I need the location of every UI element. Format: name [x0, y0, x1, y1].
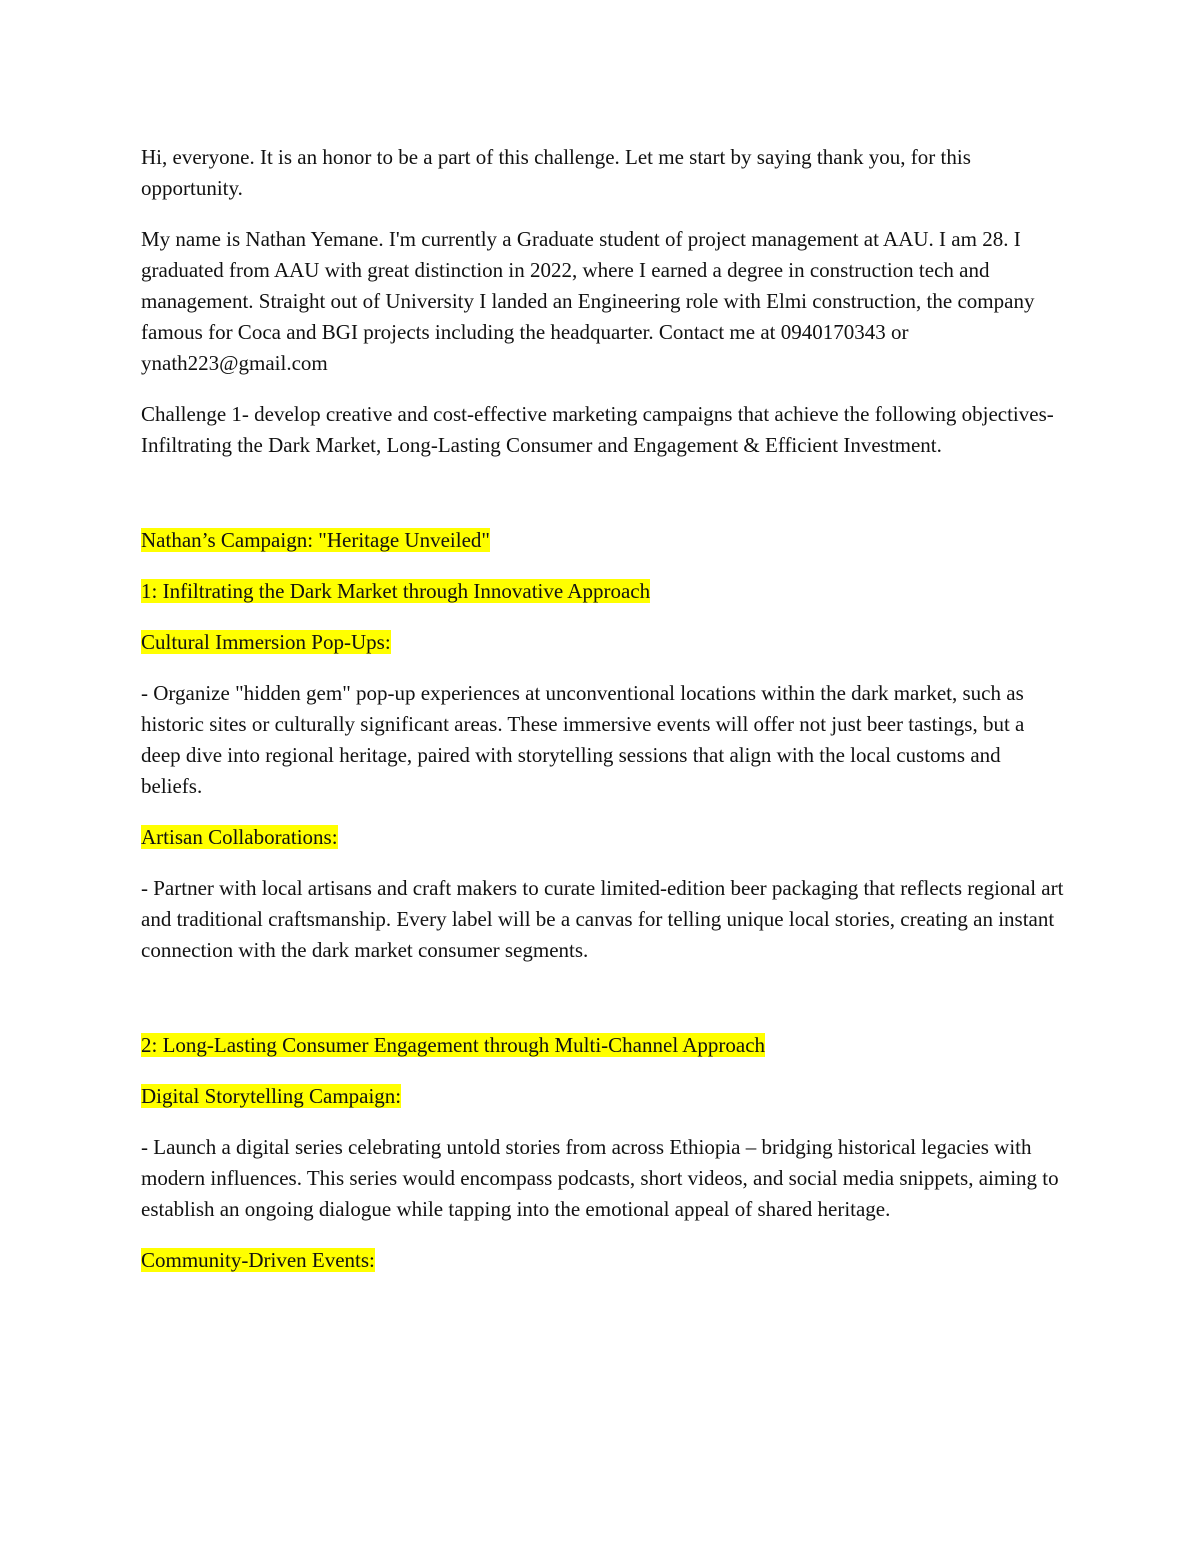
section2-sub1-heading-text: Digital Storytelling Campaign: [141, 1084, 402, 1108]
campaign-title-text: Nathan’s Campaign: "Heritage Unveiled" [141, 528, 490, 552]
section1-sub2-body: - Partner with local artisans and craft makers to curate limited-edition beer packaging that reflects regional art and traditional craftsmanship. Every label will be a canvas for telling unique local stories, creating an instant connection with the dark market consumer segments. [141, 876, 1064, 962]
section1-sub1-heading [141, 627, 1066, 658]
intro-paragraph: Hi, everyone. It is an honor to be a part of this challenge. Let me start by saying thank you, for this opportunity. [141, 145, 971, 200]
section1-heading [141, 576, 1066, 607]
challenge-paragraph: Challenge 1- develop creative and cost-effective marketing campaigns that achieve the following objectives-Infiltrating the Dark Market, Long-Lasting Consumer and Engagement & Efficient Investment. [141, 402, 1054, 457]
spacer [141, 986, 1066, 1030]
section2-sub1-heading [141, 1081, 1066, 1112]
section1-sub2-heading [141, 822, 1066, 853]
spacer [141, 481, 1066, 525]
section1-sub1-heading-text: Cultural Immersion Pop-Ups: [141, 630, 391, 654]
section2-heading-text: 2: Long-Lasting Consumer Engagement through Multi-Channel Approach [141, 1033, 766, 1057]
bio-paragraph: My name is Nathan Yemane. I'm currently a Graduate student of project management at AAU. I am 28. I graduated from AAU with great distinction in 2022, where I earned a degree in construction tech and management. Straight out of University I landed an Engineering role with Elmi construction, the company famous for Coca and BGI projects including the headquarter. Contact me at 0940170343 or ynath223@gmail.com [141, 227, 1035, 375]
section2-sub1-body: - Launch a digital series celebrating untold stories from across Ethiopia – bridging historical legacies with modern influences. This series would encompass podcasts, short videos, and social media snippets, aiming to establish an ongoing dialogue while tapping into the emotional appeal of shared heritage. [141, 1135, 1059, 1221]
campaign-title [141, 525, 1066, 556]
section2-heading [141, 1030, 1066, 1061]
section1-sub1-body: - Organize "hidden gem" pop-up experiences at unconventional locations within the dark market, such as historic sites or culturally significant areas. These immersive events will offer not just beer tastings, but a deep dive into regional heritage, paired with storytelling sessions that align with the local customs and beliefs. [141, 681, 1025, 798]
section1-sub2-heading-text: Artisan Collaborations: [141, 825, 338, 849]
document-body [141, 142, 1066, 1296]
section1-heading-text: 1: Infiltrating the Dark Market through Innovative Approach [141, 579, 651, 603]
section2-sub2-heading-text: Community-Driven Events: [141, 1248, 375, 1272]
section2-sub2-heading [141, 1245, 1066, 1276]
